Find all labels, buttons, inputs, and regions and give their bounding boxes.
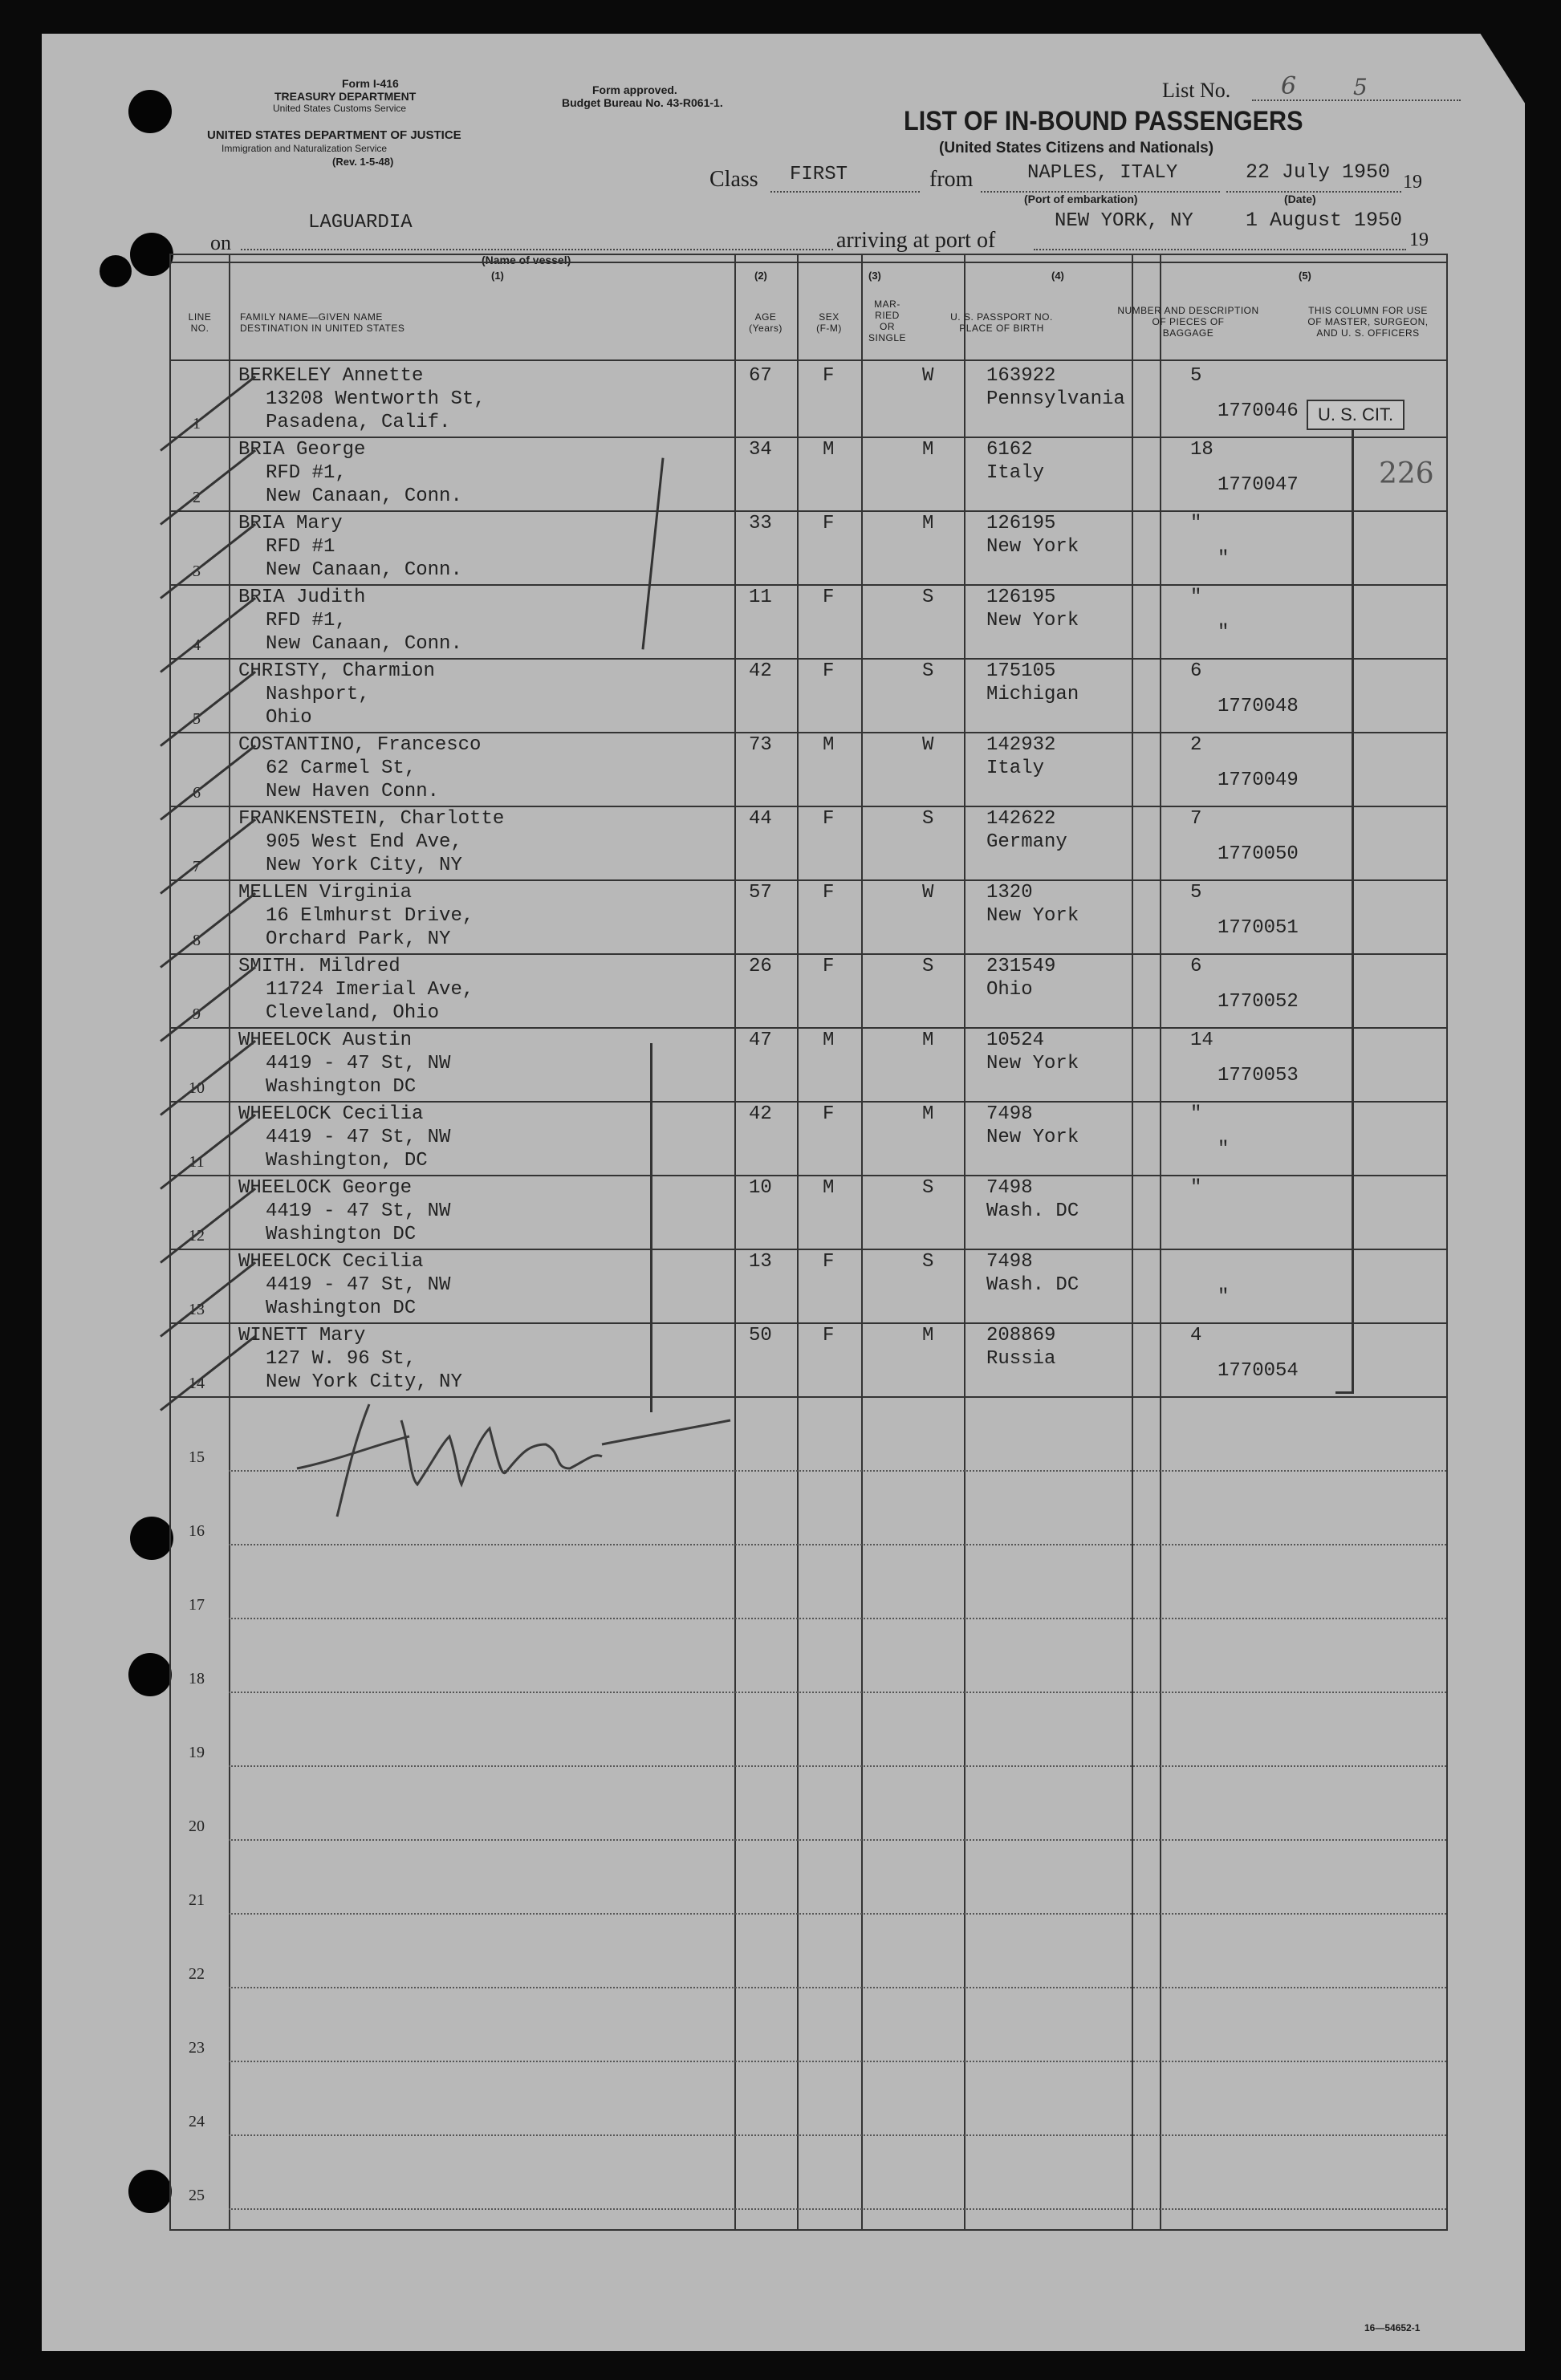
vessel-value: LAGUARDIA bbox=[308, 212, 413, 234]
marital-status: S bbox=[922, 1251, 934, 1273]
passenger-sex: F bbox=[823, 808, 835, 830]
line-number: 12 bbox=[189, 1227, 205, 1245]
table-row bbox=[171, 733, 1446, 807]
passenger-age: 34 bbox=[749, 439, 772, 461]
col-header-sex: SEX (F-M) bbox=[816, 311, 842, 334]
passenger-address-2: New York City, NY bbox=[266, 1371, 462, 1393]
line-number: 15 bbox=[189, 1448, 205, 1466]
passenger-address-2: Washington, DC bbox=[266, 1150, 428, 1172]
line-number: 25 bbox=[189, 2187, 205, 2204]
baggage-count: 6 bbox=[1190, 660, 1202, 682]
empty-table-row bbox=[171, 1988, 1446, 2062]
officer-number: 1770046 bbox=[1217, 400, 1299, 422]
passenger-address-2: Washington DC bbox=[266, 1224, 417, 1245]
class-value: FIRST bbox=[790, 164, 848, 185]
marital-status: M bbox=[922, 513, 934, 534]
officer-bracket bbox=[1335, 428, 1354, 1394]
passport-number: 10524 bbox=[986, 1030, 1045, 1051]
passenger-sex: F bbox=[823, 587, 835, 608]
col-header-officers: THIS COLUMN FOR USE OF MASTER, SURGEON, AND U. S. OFFICERS bbox=[1307, 305, 1429, 339]
passenger-age: 11 bbox=[749, 587, 772, 608]
passenger-name: BRIA Judith bbox=[238, 587, 366, 608]
officer-number: 1770049 bbox=[1217, 770, 1299, 791]
line-number: 13 bbox=[189, 1301, 205, 1318]
passport-number: 142932 bbox=[986, 734, 1056, 756]
marital-status: M bbox=[922, 1103, 934, 1125]
empty-table-row bbox=[171, 1619, 1446, 1693]
empty-table-row bbox=[171, 1545, 1446, 1619]
passenger-name: BRIA Mary bbox=[238, 513, 343, 534]
table-row bbox=[171, 438, 1446, 512]
passport-number: 126195 bbox=[986, 513, 1056, 534]
from-value: NAPLES, ITALY bbox=[1027, 162, 1178, 184]
line-number: 4 bbox=[193, 636, 201, 654]
line-number: 23 bbox=[189, 2039, 205, 2057]
passenger-name: CHRISTY, Charmion bbox=[238, 660, 435, 682]
column-marker-1: (1) bbox=[491, 270, 504, 282]
approval-line-1: Form approved. bbox=[592, 83, 677, 96]
place-of-birth: Ohio bbox=[986, 979, 1033, 1001]
officer-number: 1770052 bbox=[1217, 991, 1299, 1013]
passenger-address-2: New Canaan, Conn. bbox=[266, 559, 462, 581]
passport-number: 175105 bbox=[986, 660, 1056, 682]
vessel-name-label: (Name of vessel) bbox=[482, 254, 571, 266]
baggage-count: 2 bbox=[1190, 734, 1202, 756]
passenger-name: SMITH. Mildred bbox=[238, 956, 400, 977]
us-citizen-stamp: U. S. CIT. bbox=[1307, 400, 1404, 430]
place-of-birth: Michigan bbox=[986, 684, 1079, 705]
marital-status: S bbox=[922, 808, 934, 830]
table-row bbox=[171, 512, 1446, 586]
line-number: 5 bbox=[193, 710, 201, 728]
passenger-name: COSTANTINO, Francesco bbox=[238, 734, 482, 756]
passport-number: 208869 bbox=[986, 1325, 1056, 1346]
place-of-birth: New York bbox=[986, 905, 1079, 927]
passenger-name: WHEELOCK George bbox=[238, 1177, 413, 1199]
passenger-sex: M bbox=[823, 439, 835, 461]
baggage-count: 5 bbox=[1190, 882, 1202, 904]
place-of-birth: Wash. DC bbox=[986, 1200, 1079, 1222]
col-header-age: AGE (Years) bbox=[749, 311, 783, 334]
place-of-birth: New York bbox=[986, 1127, 1079, 1148]
family-bracket-wheelock bbox=[650, 1043, 652, 1412]
line-number: 11 bbox=[189, 1153, 205, 1171]
baggage-count: " bbox=[1190, 1177, 1202, 1199]
column-marker-4: (4) bbox=[1051, 270, 1064, 282]
place-of-birth: Italy bbox=[986, 462, 1045, 484]
passport-number: 7498 bbox=[986, 1177, 1033, 1199]
passenger-address-2: Cleveland, Ohio bbox=[266, 1002, 440, 1024]
passenger-address-1: RFD #1, bbox=[266, 462, 347, 484]
table-row bbox=[171, 364, 1446, 438]
list-no-value-1: 6 bbox=[1281, 72, 1297, 100]
passenger-age: 47 bbox=[749, 1030, 772, 1051]
passenger-age: 50 bbox=[749, 1325, 772, 1346]
empty-table-row bbox=[171, 2062, 1446, 2136]
table-row bbox=[171, 1250, 1446, 1324]
passenger-address-1: RFD #1 bbox=[266, 536, 335, 558]
passenger-age: 73 bbox=[749, 734, 772, 756]
column-marker-5: (5) bbox=[1299, 270, 1311, 282]
passport-number: 7498 bbox=[986, 1103, 1033, 1125]
from-label: from bbox=[929, 167, 974, 192]
binder-hole bbox=[128, 90, 172, 133]
empty-table-row bbox=[171, 1915, 1446, 1988]
passenger-address-1: Nashport, bbox=[266, 684, 370, 705]
arrival-port-value: NEW YORK, NY bbox=[1055, 210, 1193, 232]
line-number: 8 bbox=[193, 932, 201, 949]
class-label: Class bbox=[709, 167, 758, 192]
agency-line-2: United States Customs Service bbox=[273, 103, 407, 114]
passenger-name: MELLEN Virginia bbox=[238, 882, 413, 904]
arrival-underline bbox=[1034, 249, 1406, 250]
form-number: Form I-416 bbox=[342, 77, 399, 90]
place-of-birth: Germany bbox=[986, 831, 1067, 853]
passenger-name: WHEELOCK Austin bbox=[238, 1030, 413, 1051]
passenger-address-1: 4419 - 47 St, NW bbox=[266, 1200, 451, 1222]
table-row bbox=[171, 881, 1446, 955]
table-row bbox=[171, 1029, 1446, 1103]
approval-line-2: Budget Bureau No. 43-R061-1. bbox=[562, 96, 723, 109]
baggage-count: " bbox=[1190, 513, 1202, 534]
marital-status: M bbox=[922, 439, 934, 461]
passenger-address-1: 13208 Wentworth St, bbox=[266, 388, 486, 410]
agency-line-1: TREASURY DEPARTMENT bbox=[274, 90, 417, 103]
binder-hole bbox=[130, 233, 173, 276]
page-title: LIST OF IN-BOUND PASSENGERS bbox=[904, 106, 1303, 136]
passenger-sex: F bbox=[823, 365, 835, 387]
place-of-birth: New York bbox=[986, 1053, 1079, 1074]
revision: (Rev. 1-5-48) bbox=[332, 156, 394, 168]
marital-status: S bbox=[922, 660, 934, 682]
binder-hole bbox=[130, 1517, 173, 1560]
passenger-sex: M bbox=[823, 1177, 835, 1199]
passenger-address-1: 62 Carmel St, bbox=[266, 757, 417, 779]
col-header-passport: U. S. PASSPORT NO. PLACE OF BIRTH bbox=[950, 311, 1053, 334]
officer-number: 1770053 bbox=[1217, 1065, 1299, 1086]
agency-line-4: Immigration and Naturalization Service bbox=[222, 143, 388, 154]
passenger-age: 33 bbox=[749, 513, 772, 534]
baggage-count: 6 bbox=[1190, 956, 1202, 977]
marital-status: S bbox=[922, 587, 934, 608]
empty-table-row bbox=[171, 1841, 1446, 1915]
marital-status: M bbox=[922, 1325, 934, 1346]
list-no-value-2: 5 bbox=[1353, 74, 1368, 100]
passenger-address-1: 4419 - 47 St, NW bbox=[266, 1053, 451, 1074]
passenger-table bbox=[169, 254, 1448, 2231]
passenger-age: 13 bbox=[749, 1251, 772, 1273]
line-number: 22 bbox=[189, 1965, 205, 1983]
line-number: 16 bbox=[189, 1522, 205, 1540]
line-number: 10 bbox=[189, 1079, 205, 1097]
line-number: 14 bbox=[189, 1375, 205, 1392]
passenger-address-1: 905 West End Ave, bbox=[266, 831, 462, 853]
passenger-address-1: 11724 Imerial Ave, bbox=[266, 979, 474, 1001]
passenger-age: 44 bbox=[749, 808, 772, 830]
line-number: 18 bbox=[189, 1670, 205, 1688]
marital-status: M bbox=[922, 1030, 934, 1051]
col-header-married: MAR- RIED OR SINGLE bbox=[868, 299, 906, 343]
officer-number: " bbox=[1217, 1139, 1230, 1160]
passenger-age: 42 bbox=[749, 1103, 772, 1125]
date-year-suffix: 19 bbox=[1403, 172, 1422, 193]
line-number: 9 bbox=[193, 1005, 201, 1023]
table-row bbox=[171, 660, 1446, 733]
officer-number: 1770054 bbox=[1217, 1360, 1299, 1382]
passenger-address-2: New York City, NY bbox=[266, 855, 462, 876]
line-number: 24 bbox=[189, 2113, 205, 2130]
passenger-address-2: Washington DC bbox=[266, 1076, 417, 1098]
passenger-sex: F bbox=[823, 1103, 835, 1125]
date-value: 22 July 1950 bbox=[1246, 160, 1391, 184]
line-number: 20 bbox=[189, 1817, 205, 1835]
officer-number: 1770050 bbox=[1217, 843, 1299, 865]
passenger-sex: F bbox=[823, 1251, 835, 1273]
line-number: 19 bbox=[189, 1744, 205, 1761]
passenger-address-2: Ohio bbox=[266, 707, 312, 729]
row-dotted-rule bbox=[229, 2208, 1446, 2210]
line-number: 21 bbox=[189, 1891, 205, 1909]
marital-status: W bbox=[922, 882, 934, 904]
passenger-sex: F bbox=[823, 513, 835, 534]
passenger-address-2: Washington DC bbox=[266, 1298, 417, 1319]
passenger-sex: F bbox=[823, 1325, 835, 1346]
agency-line-3: UNITED STATES DEPARTMENT OF JUSTICE bbox=[207, 128, 461, 142]
place-of-birth: Italy bbox=[986, 757, 1045, 779]
passport-number: 126195 bbox=[986, 587, 1056, 608]
place-of-birth: Wash. DC bbox=[986, 1274, 1079, 1296]
col-header-line-no: LINE NO. bbox=[188, 311, 212, 334]
line-number: 3 bbox=[193, 563, 201, 580]
col-header-baggage: NUMBER AND DESCRIPTION OF PIECES OF BAGGAGE bbox=[1117, 305, 1259, 339]
passport-number: 7498 bbox=[986, 1251, 1033, 1273]
footer-code: 16—54652-1 bbox=[1364, 2322, 1421, 2333]
baggage-count: 4 bbox=[1190, 1325, 1202, 1346]
baggage-count: " bbox=[1190, 587, 1202, 608]
line-number: 6 bbox=[193, 784, 201, 802]
column-marker-2: (2) bbox=[754, 270, 767, 282]
baggage-count: " bbox=[1190, 1103, 1202, 1125]
passenger-name: FRANKENSTEIN, Charlotte bbox=[238, 808, 505, 830]
passenger-age: 57 bbox=[749, 882, 772, 904]
page-subtitle: (United States Citizens and Nationals) bbox=[939, 140, 1214, 156]
baggage-count: 7 bbox=[1190, 808, 1202, 830]
passenger-address-2: New Canaan, Conn. bbox=[266, 633, 462, 655]
arriving-label: arriving at port of bbox=[836, 228, 996, 253]
line-number: 7 bbox=[193, 858, 201, 875]
passenger-name: WINETT Mary bbox=[238, 1325, 366, 1346]
table-top-rule bbox=[171, 262, 1446, 263]
port-of-embarkation-label: (Port of embarkation) bbox=[1024, 193, 1138, 205]
table-row bbox=[171, 1176, 1446, 1250]
baggage-count: 5 bbox=[1190, 365, 1202, 387]
table-row bbox=[171, 1103, 1446, 1176]
passenger-age: 42 bbox=[749, 660, 772, 682]
officer-number: " bbox=[1217, 548, 1230, 570]
empty-table-row bbox=[171, 2136, 1446, 2210]
passenger-address-1: 4419 - 47 St, NW bbox=[266, 1127, 451, 1148]
col-header-name: FAMILY NAME—GIVEN NAME DESTINATION IN UNITED STATES bbox=[240, 311, 405, 334]
table-row bbox=[171, 1324, 1446, 1398]
handwritten-number: 226 bbox=[1379, 457, 1434, 490]
line-number: 17 bbox=[189, 1596, 205, 1614]
arrival-date-value: 1 August 1950 bbox=[1246, 209, 1403, 232]
empty-table-row bbox=[171, 1767, 1446, 1841]
marital-status: W bbox=[922, 734, 934, 756]
passenger-address-1: RFD #1, bbox=[266, 610, 347, 632]
class-underline bbox=[770, 191, 920, 193]
officer-number: " bbox=[1217, 622, 1230, 644]
passenger-age: 67 bbox=[749, 365, 772, 387]
passenger-age: 10 bbox=[749, 1177, 772, 1199]
column-marker-3: (3) bbox=[868, 270, 881, 282]
passport-number: 163922 bbox=[986, 365, 1056, 387]
marital-status: S bbox=[922, 956, 934, 977]
passenger-address-1: 16 Elmhurst Drive, bbox=[266, 905, 474, 927]
binder-hole bbox=[100, 255, 132, 287]
passenger-name: WHEELOCK Cecilia bbox=[238, 1251, 424, 1273]
place-of-birth: Russia bbox=[986, 1348, 1056, 1370]
officer-number: " bbox=[1217, 1286, 1230, 1308]
officer-number: 1770048 bbox=[1217, 696, 1299, 717]
line-number: 1 bbox=[193, 415, 201, 433]
passenger-address-2: Orchard Park, NY bbox=[266, 928, 451, 950]
table-row bbox=[171, 807, 1446, 881]
empty-table-row bbox=[171, 1693, 1446, 1767]
officer-number: 1770051 bbox=[1217, 917, 1299, 939]
passenger-name: BERKELEY Annette bbox=[238, 365, 424, 387]
passport-number: 6162 bbox=[986, 439, 1033, 461]
marital-status: S bbox=[922, 1177, 934, 1199]
date-label: (Date) bbox=[1284, 193, 1316, 205]
passenger-address-1: 127 W. 96 St, bbox=[266, 1348, 417, 1370]
officer-signature bbox=[289, 1388, 738, 1525]
passenger-sex: M bbox=[823, 1030, 835, 1051]
passenger-sex: F bbox=[823, 882, 835, 904]
passenger-sex: M bbox=[823, 734, 835, 756]
passenger-sex: F bbox=[823, 956, 835, 977]
binder-hole bbox=[128, 2170, 172, 2213]
passenger-name: BRIA George bbox=[238, 439, 366, 461]
passenger-sex: F bbox=[823, 660, 835, 682]
list-no-label: List No. bbox=[1162, 79, 1231, 102]
arrival-year-suffix: 19 bbox=[1409, 229, 1429, 250]
place-of-birth: New York bbox=[986, 536, 1079, 558]
passenger-address-2: Pasadena, Calif. bbox=[266, 412, 451, 433]
baggage-count: 14 bbox=[1190, 1030, 1213, 1051]
passenger-address-2: New Haven Conn. bbox=[266, 781, 440, 802]
baggage-count: 18 bbox=[1190, 439, 1213, 461]
table-row bbox=[171, 955, 1446, 1029]
passenger-age: 26 bbox=[749, 956, 772, 977]
officer-number: 1770047 bbox=[1217, 474, 1299, 496]
passport-number: 231549 bbox=[986, 956, 1056, 977]
on-label: on bbox=[210, 231, 231, 254]
binder-hole bbox=[128, 1653, 172, 1696]
place-of-birth: Pennsylvania bbox=[986, 388, 1125, 410]
passport-number: 1320 bbox=[986, 882, 1033, 904]
line-number: 2 bbox=[193, 489, 201, 506]
passenger-name: WHEELOCK Cecilia bbox=[238, 1103, 424, 1125]
passenger-address-1: 4419 - 47 St, NW bbox=[266, 1274, 451, 1296]
marital-status: W bbox=[922, 365, 934, 387]
header-bottom-rule bbox=[171, 359, 1446, 361]
passport-number: 142622 bbox=[986, 808, 1056, 830]
table-row bbox=[171, 586, 1446, 660]
place-of-birth: New York bbox=[986, 610, 1079, 632]
passenger-address-2: New Canaan, Conn. bbox=[266, 485, 462, 507]
vessel-underline bbox=[241, 249, 833, 250]
